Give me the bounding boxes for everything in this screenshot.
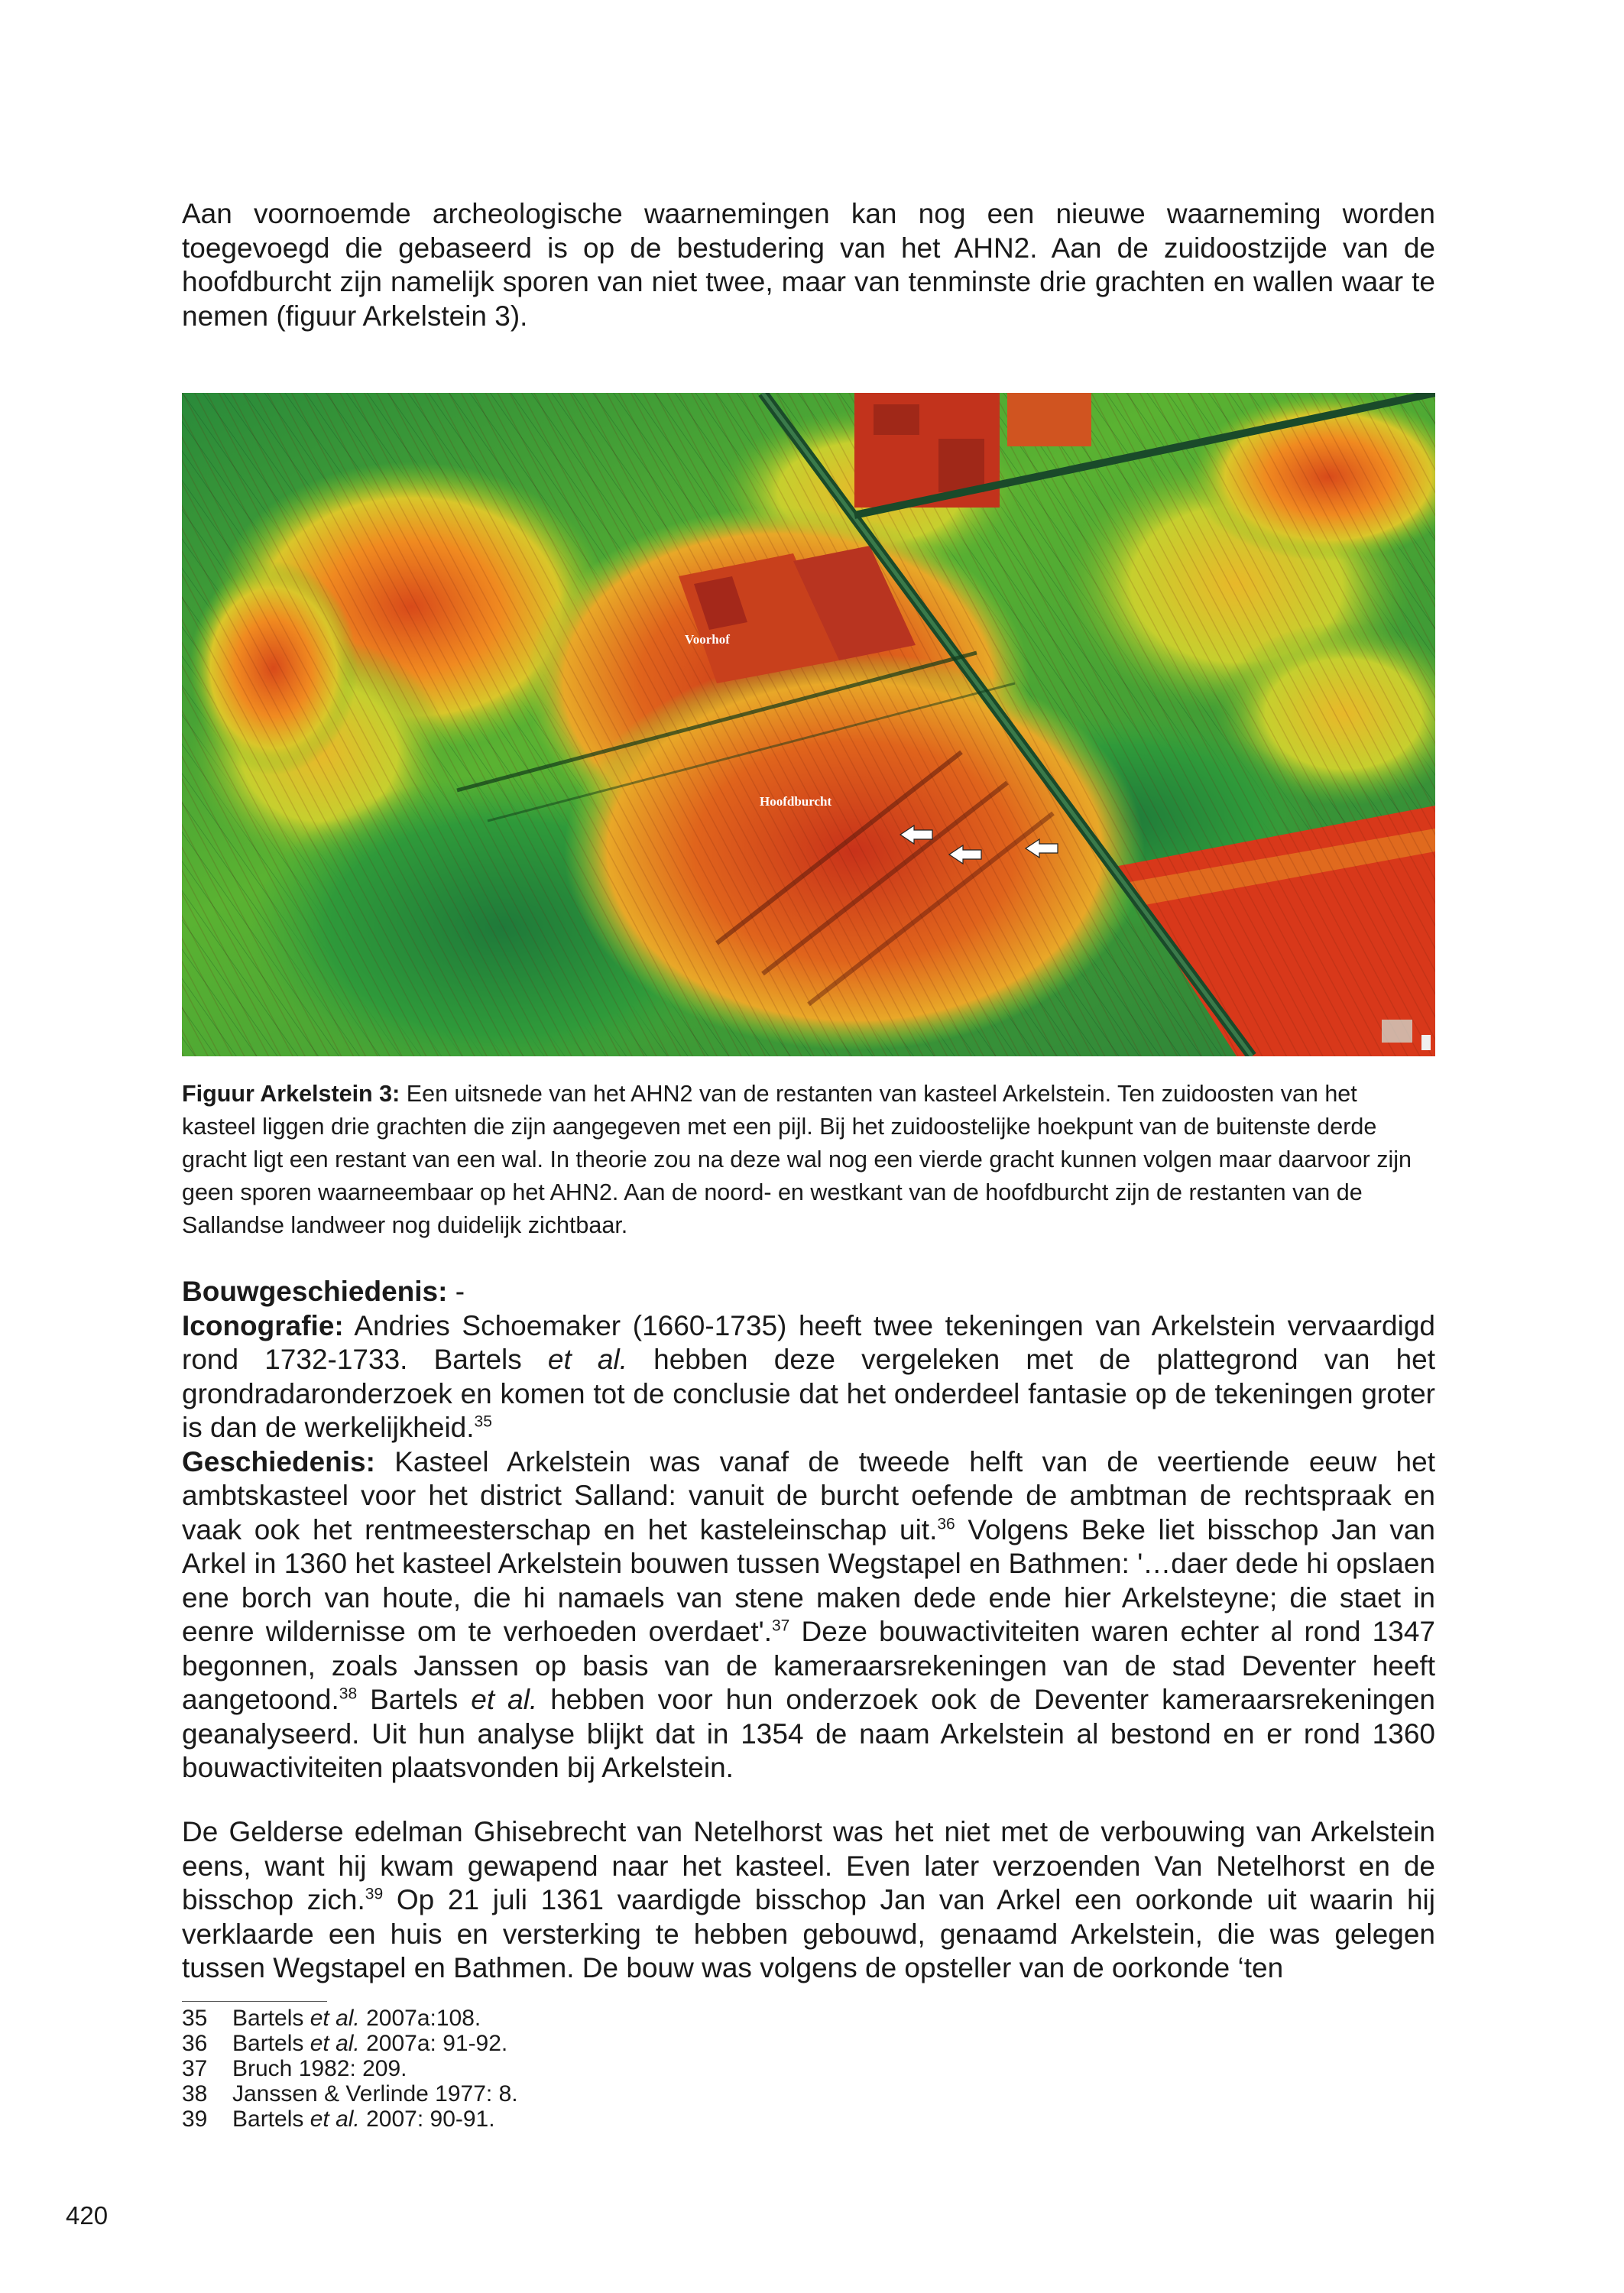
footnote-text: Bartels bbox=[232, 2006, 310, 2031]
label-hoofdburcht: Hoofdburcht bbox=[760, 794, 832, 809]
figure-caption bbox=[182, 1078, 1435, 1242]
iconografie-paragraph bbox=[182, 1309, 1435, 1445]
bouwgeschiedenis-label: Bouwgeschiedenis: bbox=[182, 1276, 448, 1307]
geschiedenis-text: Volgens Beke liet bisschop Jan van Arkel in 1360 het kasteel Arkelstein bouwen tussen Wegstapel en Bathmen: '…daer dede hi opslaen ene borch van houte, die hi namaels van stene maken dede ende hier Arkelsteyne; die staet in eenre wildernisse om te verhoeden overdaet'. bbox=[182, 1513, 1436, 1647]
iconografie-text: Andries Schoemaker (1660-1735) heeft twee tekeningen van Arkelstein vervaardigd rond 1732-1733. Bartels bbox=[182, 1309, 1435, 1375]
footnote bbox=[182, 2107, 518, 2132]
caption-text: Een uitsnede van het AHN2 van de restanten van kasteel Arkelstein. Ten zuidoosten van het kasteel liggen drie grachten die zijn aangegeven met een pijl. Bij het zuidoostelijke hoekpunt van de buitenste derde gracht ligt een restant van een wal. In theorie zou na deze wal nog een vierde gracht kunnen volgen maar daarvoor zijn geen sporen waarneembaar op het AHN2. Aan de noord- en westkant van de hoofdburcht zijn de restanten van de Sallandse landweer nog duidelijk zichtbaar. bbox=[182, 1081, 1412, 1238]
footnote-text: 2007: 90-91. bbox=[359, 2107, 495, 2132]
footnotes bbox=[182, 2006, 518, 2132]
footnote bbox=[182, 2031, 518, 2056]
paragraph-text: De Gelderse edelman Ghisebrecht van Netelhorst was het niet met de verbouwing van Arkelstein eens, want hij kwam gewapend naar het kasteel. Even later verzoenden Van Netelhorst en de bisschop zich. bbox=[182, 1816, 1435, 1915]
footnote-number: 36 bbox=[182, 2031, 208, 2056]
footnote-number: 39 bbox=[182, 2107, 208, 2132]
label-voorhof: Voorhof bbox=[685, 632, 730, 647]
history-section bbox=[182, 1275, 1435, 1785]
footnote-number: 37 bbox=[182, 2056, 208, 2081]
et-al: et al. bbox=[310, 2107, 360, 2132]
footnote-text: Bartels bbox=[232, 2031, 310, 2056]
geschiedenis-text: Deze bouwactiviteiten waren echter al rond 1347 begonnen, zoals Janssen op basis van de kameraarsrekeningen van de stad Deventer heeft aangetoond. bbox=[182, 1616, 1435, 1715]
et-al: et al. bbox=[547, 1344, 627, 1375]
geschiedenis-paragraph bbox=[182, 1445, 1435, 1785]
iconografie-text: hebben deze vergeleken met de plattegrond van het grondradaronderzoek en komen tot de conclusie dat het onderdeel fantasie op de tekeningen groter is dan de werkelijkheid. bbox=[182, 1344, 1436, 1443]
footnote-divider bbox=[182, 2001, 327, 2002]
geschiedenis-text: hebben voor hun onderzoek ook de Deventer kameraarsrekeningen geanalyseerd. Uit hun analyse blijkt dat in 1354 de naam Arkelstein al bestond en er rond 1360 bouwactiviteiten plaatsvonden bij Arkelstein. bbox=[182, 1684, 1435, 1783]
footnote-number: 38 bbox=[182, 2081, 208, 2107]
intro-paragraph: Aan voornoemde archeologische waarnemingen kan nog een nieuwe waarneming worden toegevoegd die gebaseerd is op de bestudering van het AHN2. Aan de zuidoostzijde van de hoofdburcht zijn namelijk sporen van niet twee, maar van tenminste drie grachten en wallen waar te nemen (figuur Arkelstein 3). bbox=[182, 198, 1435, 332]
paragraph-text: Op 21 juli 1361 vaardigde bisschop Jan van Arkel een oorkonde uit waarin hij verklaarde een huis en versterking te hebben gebouwd, genaamd Arkelstein, die was gelegen tussen Wegstapel en Bathmen. De bouw was volgens de opsteller van de oorkonde ‘ten bbox=[182, 1884, 1435, 1983]
footnote bbox=[182, 2006, 518, 2031]
caption-label: Figuur Arkelstein 3: bbox=[182, 1081, 400, 1107]
ahn2-map-graphic bbox=[182, 393, 1435, 1056]
footnote bbox=[182, 2081, 518, 2107]
et-al: et al. bbox=[310, 2006, 360, 2031]
footnote-ref[interactable]: 36 bbox=[937, 1515, 955, 1533]
footnote-ref[interactable]: 39 bbox=[365, 1885, 384, 1903]
footnote-ref[interactable]: 35 bbox=[474, 1412, 492, 1431]
footnote-ref[interactable]: 38 bbox=[339, 1685, 358, 1703]
footnote-number: 35 bbox=[182, 2006, 208, 2031]
footnote-text: 2007a: 91-92. bbox=[359, 2031, 508, 2056]
footnote bbox=[182, 2056, 518, 2081]
bouwgeschiedenis-text: - bbox=[447, 1276, 465, 1307]
geschiedenis-label: Geschiedenis: bbox=[182, 1445, 375, 1477]
netelhorst-paragraph bbox=[182, 1815, 1435, 1986]
et-al: et al. bbox=[471, 1684, 538, 1715]
geschiedenis-text: Bartels bbox=[357, 1684, 472, 1715]
iconografie-label: Iconografie: bbox=[182, 1309, 344, 1341]
page-number: 420 bbox=[66, 2201, 109, 2230]
footnote-text: 2007a:108. bbox=[359, 2006, 481, 2031]
et-al: et al. bbox=[310, 2031, 360, 2056]
bouwgeschiedenis-line bbox=[182, 1275, 1435, 1309]
footnote-ref[interactable]: 37 bbox=[771, 1617, 790, 1635]
ahn2-elevation-map bbox=[182, 393, 1435, 1056]
geschiedenis-text: Kasteel Arkelstein was vanaf de tweede helft van de veertiende eeuw het ambtskasteel voor het district Salland: vanuit de burcht oefende de ambtman de rechtspraak en vaak ook het rentmeesterschap en het kasteleinschap uit. bbox=[182, 1445, 1435, 1545]
footnote-text: Bruch 1982: 209. bbox=[232, 2056, 407, 2081]
footnote-text: Bartels bbox=[232, 2107, 310, 2132]
footnote-text: Janssen & Verlinde 1977: 8. bbox=[232, 2081, 518, 2107]
